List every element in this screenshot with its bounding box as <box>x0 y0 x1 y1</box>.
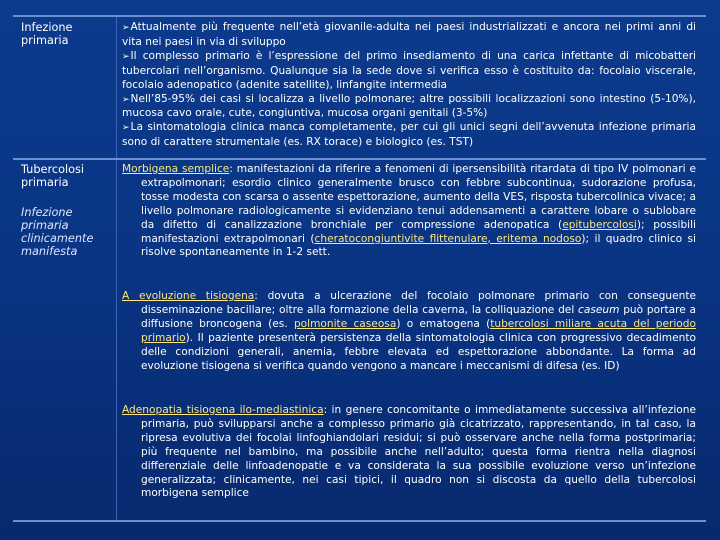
bullet-item: ➢Attualmente più frequente nell’età giovanile-adulta nei paesi industrializzati e ancora nei primi anni di vita nei paesi in via di sviluppo <box>122 21 696 48</box>
term-evoluzione-tisiogena: A evoluzione tisiogena <box>122 290 255 302</box>
term-morbigena-semplice: Morbigena semplice <box>122 163 230 175</box>
arrow-bullet-icon: ➢ <box>122 23 130 33</box>
row-label-tubercolosi-primaria: Tubercolosi primaria <box>21 163 85 189</box>
column-divider <box>116 17 117 158</box>
row-sublabel-clinicamente-manifesta: Infezione primaria clinicamente manifesta <box>21 206 94 258</box>
term-cheratocongiuntivite: cheratocongiuntivite flittenulare, eritema nodoso <box>314 232 582 245</box>
term-polmonite-caseosa: polmonite caseosa <box>293 317 397 330</box>
arrow-bullet-icon: ➢ <box>122 123 130 134</box>
bullet-item: ➢La sintomatologia clinica manca completamente, per cui gli unici segni dell’avvenuta infezione primaria sono di carattere strumentale (es. RX torace) e biologico (es. TST) <box>122 121 696 149</box>
term-adenopatia-tisiogena: Adenopatia tisiogena ilo-mediastinica <box>122 404 324 416</box>
table-row-infezione-primaria <box>13 17 706 160</box>
arrow-bullet-icon: ➢ <box>122 94 130 105</box>
paragraph-morbigena-semplice: Morbigena semplice: manifestazioni da riferire a fenomeni di ipersensibilità ritardata di tipo IV polmonari e extrapolmonari; esordio clinico generalmente brusco con febbre subcontinua, sudorazione profusa, tosse modesta con scarsa o assente espettorazione, aumento della VES, risposta tubercolinica vivace; a livello polmonare radiologicamente si evidenziano tenui addensamenti a carattere lobare o sublobare da difetto di canalizzazione bronchiale per compressione adenopatica (epitubercolosi); possibili manifestazioni extrapolmonari (cheratocongiuntivite flittenulare, eritema nodoso); il quadro clinico si risolve spontaneamente in 1-2 sett. <box>122 163 696 259</box>
paragraph-evoluzione-tisiogena: A evoluzione tisiogena: dovuta a ulcerazione del focolaio polmonare primario con conseguente disseminazione bacillare; oltre alla formazione della caverna, la colliquazione del caseum può portare a diffusione broncogena (es. polmonite caseosa) o ematogena (tubercolosi miliare acuta del periodo primario). Il paziente presenterà persistenza della sintomatologia clinica con progressivo decadimento delle condizioni generali, anemia, febbre elevata ed espettorazione abbondante. La forma ad evoluzione tisiogena si verifica quando vengono a mancare i meccanismi di difesa (es. ID) <box>122 290 696 372</box>
term-epitubercolosi: epitubercolosi <box>562 218 637 231</box>
column-divider <box>116 160 117 522</box>
row-content-infezione-primaria <box>122 21 696 150</box>
table-row-tubercolosi-primaria <box>13 160 706 522</box>
bullet-item: ➢Nell’85-95% dei casi si localizza a livello polmonare; altre possibili localizzazioni sono intestino (5-10%), mucosa cavo orale, cute, congiuntiva, mucosa organi genitali (3-5%) <box>122 92 696 120</box>
paragraph-adenopatia-tisiogena: Adenopatia tisiogena ilo-mediastinica: in genere concomitante o immediatamente successiva all’infezione primaria, può svilupparsi anche a complesso primario già cicatrizzato, rappresentando, in tal caso, la ripresa evolutiva dei focolai linfoghiandolari residui; si può osservare anche nella forma postprimaria; più frequente nel bambino, ma possibile anche nell’adulto; questa forma rientra nella diagnosi differenziale delle linfoadenopatie e va considerata la sua possibile evoluzione verso un’infezione generalizzata; clinicamente, nei casi tipici, il quadro non si discosta da quello della tubercolosi morbigena semplice <box>122 404 696 500</box>
row-label-infezione-primaria: Infezione primaria <box>21 21 73 47</box>
bullet-item: ➢Il complesso primario è l’espressione del primo insediamento di una carica infettante di micobatteri tubercolari nell’organismo. Qualunque sia la sede dove si verifica esso è costituito da: focolaio viscerale, focolaio adenopatico (adenite satellite), linfangite intermedia <box>122 49 696 91</box>
content-table <box>13 15 706 522</box>
arrow-bullet-icon: ➢ <box>122 51 130 62</box>
table-bottom-border <box>13 520 706 522</box>
term-tubercolosi-miliare: tubercolosi miliare acuta del periodo primario <box>141 317 696 344</box>
